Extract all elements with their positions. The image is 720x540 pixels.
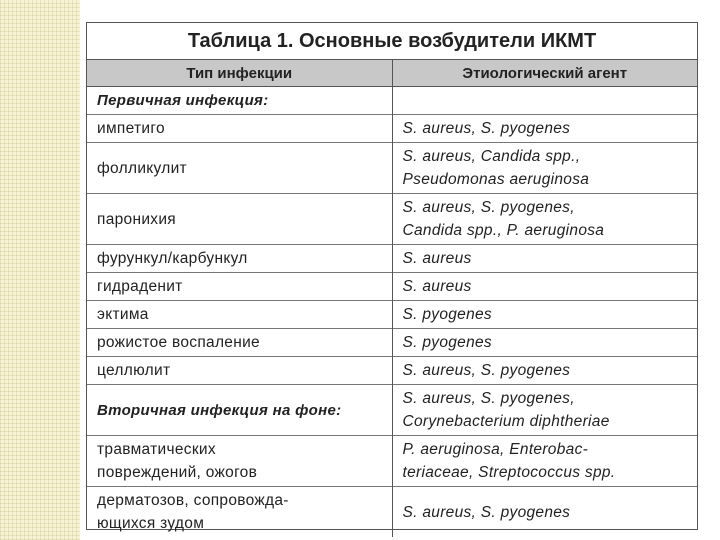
- table-row: [87, 301, 697, 329]
- infection-type-cell: [87, 357, 392, 385]
- infection-type-text: целлюлит: [97, 362, 171, 379]
- infection-type-text: гидраденит: [97, 278, 183, 295]
- infection-type-cell: [87, 436, 392, 487]
- infection-type-text: рожистое воспаление: [97, 334, 260, 351]
- infection-type-cell: [87, 245, 392, 273]
- infection-type-text: эктима: [97, 306, 149, 323]
- etiologic-agent-cell: [392, 245, 697, 273]
- etiologic-agent-cell: [392, 357, 697, 385]
- etiologic-agent-cell: [392, 329, 697, 357]
- etiologic-agent-cell: [392, 436, 697, 487]
- infection-type-cell: [87, 487, 392, 538]
- table-row: [87, 245, 697, 273]
- infection-type-text: травматических: [97, 441, 216, 458]
- infection-type-cell: [87, 329, 392, 357]
- etiologic-agent-text: P. aeruginosa, Enterobac-: [402, 441, 589, 458]
- infection-type-text: фурункул/карбункул: [97, 250, 248, 267]
- section-heading-cell: [87, 87, 392, 115]
- infection-type-text: дерматозов, сопровожда-: [97, 492, 289, 509]
- etiologic-agent-cell: [392, 385, 697, 436]
- infection-type-cell: [87, 115, 392, 143]
- column-header-etiologic-agent: Этиологический агент: [392, 60, 697, 87]
- section-heading-cell: [87, 385, 392, 436]
- etiologic-agent-cell: [392, 301, 697, 329]
- table-row: [87, 194, 697, 245]
- etiologic-agent-text: S. aureus, S. pyogenes,: [402, 390, 575, 407]
- infection-type-text: паронихия: [97, 210, 176, 228]
- etiologic-agent-text: S. aureus, S. pyogenes: [402, 503, 571, 521]
- etiologic-agent-text: S. aureus, S. pyogenes: [402, 362, 571, 379]
- table-row: [87, 385, 697, 436]
- table-row: [87, 115, 697, 143]
- infection-type-cell: [87, 143, 392, 194]
- pathogens-table-card: [86, 22, 698, 530]
- infection-type-text: повреждений, ожогов: [97, 464, 258, 481]
- decorative-side-stripe: [0, 0, 80, 540]
- table-row: [87, 329, 697, 357]
- etiologic-agent-cell: [392, 143, 697, 194]
- etiologic-agent-text: S. aureus, S. pyogenes,: [402, 199, 575, 216]
- header-row: [87, 60, 697, 87]
- etiologic-agent-cell: [392, 115, 697, 143]
- infection-type-text: Первичная инфекция:: [97, 92, 269, 109]
- etiologic-agent-text: teriaceae, Streptococcus spp.: [402, 464, 616, 481]
- infection-type-cell: [87, 273, 392, 301]
- etiologic-agent-text: Pseudomonas aeruginosa: [402, 171, 590, 188]
- etiologic-agent-text: S. pyogenes: [402, 306, 492, 323]
- column-header-infection-type: Тип инфекции: [87, 60, 392, 87]
- etiologic-agent-text: S. pyogenes: [402, 334, 492, 351]
- etiologic-agent-cell: [392, 194, 697, 245]
- table-row: [87, 143, 697, 194]
- infection-type-cell: [87, 301, 392, 329]
- etiologic-agent-text: Corynebacterium diphtheriae: [402, 413, 610, 430]
- etiologic-agent-text: S. aureus: [402, 250, 472, 267]
- infection-type-text: Вторичная инфекция на фоне:: [97, 401, 342, 419]
- infection-type-cell: [87, 194, 392, 245]
- etiologic-agent-text: S. aureus, Candida spp.,: [402, 148, 581, 165]
- table-row: [87, 273, 697, 301]
- table-row: [87, 436, 697, 487]
- etiologic-agent-cell: [392, 87, 697, 115]
- table-title: Таблица 1. Основные возбудители ИКМТ: [187, 30, 597, 52]
- infection-type-text: ющихся зудом: [97, 515, 205, 532]
- infection-type-text: фолликулит: [97, 159, 187, 177]
- etiologic-agent-text: Candida spp., P. aeruginosa: [402, 222, 605, 239]
- pathogens-table: [87, 59, 697, 537]
- table-row: [87, 487, 697, 538]
- etiologic-agent-cell: [392, 487, 697, 538]
- etiologic-agent-text: S. aureus: [402, 278, 472, 295]
- table-row: [87, 357, 697, 385]
- infection-type-text: импетиго: [97, 120, 165, 137]
- etiologic-agent-cell: [392, 273, 697, 301]
- etiologic-agent-text: S. aureus, S. pyogenes: [402, 120, 571, 137]
- table-row: [87, 87, 697, 115]
